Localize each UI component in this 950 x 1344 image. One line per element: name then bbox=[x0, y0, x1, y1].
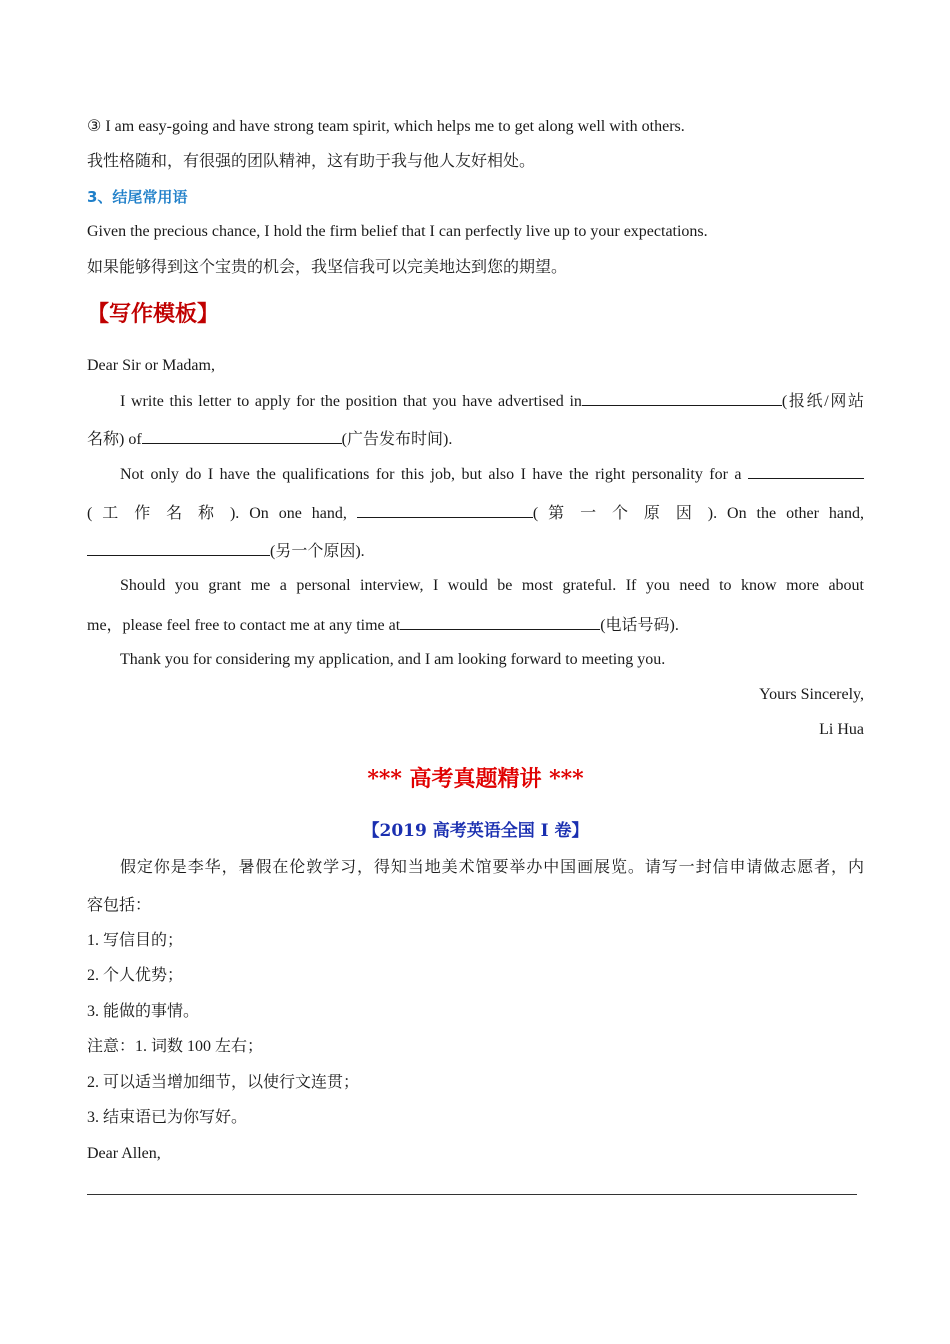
letter-line-4 bbox=[87, 502, 864, 525]
letter-line-3-text: Not only do I have the qualifications for this job, but also I have the right personality for a bbox=[120, 466, 742, 483]
writing-template-heading: 【写作模板】 bbox=[87, 302, 220, 327]
letter-line-6: Should you grant me a personal interview, I would be most grateful. If you need to know more about bbox=[120, 577, 864, 594]
task-item-2: 2. 个人优势； bbox=[87, 967, 184, 984]
letter-signature: Li Hua bbox=[819, 721, 864, 738]
letter-line-1 bbox=[87, 390, 864, 413]
letter-line-2-text: 名称) of bbox=[87, 431, 142, 448]
task-note-3: 3. 结束语已为你写好。 bbox=[87, 1109, 248, 1126]
closing-sentence-translation: 如果能够得到这个宝贵的机会，我坚信我可以完美地达到您的期望。 bbox=[87, 259, 568, 276]
letter-line-4-hint: ( 第 一 个 原 因 ). On the other hand, bbox=[532, 505, 864, 522]
letter-line-7-hint: (电话号码). bbox=[600, 617, 679, 634]
task-item-1: 1. 写信目的； bbox=[87, 932, 184, 949]
letter-line-7 bbox=[87, 614, 864, 637]
answer-writing-line[interactable] bbox=[87, 1194, 857, 1195]
letter-line-5 bbox=[87, 540, 864, 563]
section-heading-closing-phrases: 3、结尾常用语 bbox=[87, 188, 188, 206]
blank-job-name[interactable] bbox=[748, 463, 864, 479]
letter-line-8: Thank you for considering my application, and I am looking forward to meeting you. bbox=[120, 651, 666, 668]
letter-line-2 bbox=[87, 428, 864, 451]
letter-line-4-text: ( 工 作 名 称 ). On one hand, bbox=[87, 505, 347, 522]
blank-second-reason[interactable] bbox=[87, 540, 270, 556]
letter-closing: Yours Sincerely, bbox=[759, 686, 864, 703]
blank-newspaper-name[interactable] bbox=[582, 390, 782, 406]
letter-greeting: Dear Sir or Madam, bbox=[87, 357, 215, 374]
letter-line-5-hint: (另一个原因). bbox=[270, 543, 365, 560]
task-intro-line-1: 假定你是李华，暑假在伦敦学习，得知当地美术馆要举办中国画展览。请写一封信申请做志愿者，内 bbox=[120, 859, 864, 876]
letter-line-7-text: me，please feel free to contact me at any time at bbox=[87, 617, 401, 634]
blank-first-reason[interactable] bbox=[357, 502, 533, 518]
exam-title: 【2019 高考英语全国 I 卷】 bbox=[362, 821, 589, 841]
letter-line-1-text: I write this letter to apply for the position that you have advertised in bbox=[120, 393, 582, 410]
letter-line-2-hint: (广告发布时间). bbox=[341, 431, 453, 448]
section-title-exam-review: *** 高考真题精讲 *** bbox=[367, 766, 584, 792]
task-item-3: 3. 能做的事情。 bbox=[87, 1003, 200, 1020]
closing-sentence: Given the precious chance, I hold the firm belief that I can perfectly live up to your expectations. bbox=[87, 223, 708, 240]
letter-line-3 bbox=[87, 463, 864, 486]
task-intro-line-2: 容包括： bbox=[87, 897, 152, 914]
answer-greeting: Dear Allen, bbox=[87, 1145, 161, 1162]
blank-phone-number[interactable] bbox=[400, 614, 600, 630]
blank-ad-date[interactable] bbox=[142, 428, 342, 444]
sentence-3-translation: 我性格随和，有很强的团队精神，这有助于我与他人友好相处。 bbox=[87, 153, 536, 170]
letter-line-1-hint: (报纸/网站 bbox=[781, 393, 864, 410]
task-note-1: 注意：1. 词数 100 左右； bbox=[87, 1038, 264, 1055]
sentence-3: ③ I am easy-going and have strong team spirit, which helps me to get along well with others. bbox=[87, 118, 685, 135]
task-note-2: 2. 可以适当增加细节，以使行文连贯； bbox=[87, 1074, 360, 1091]
